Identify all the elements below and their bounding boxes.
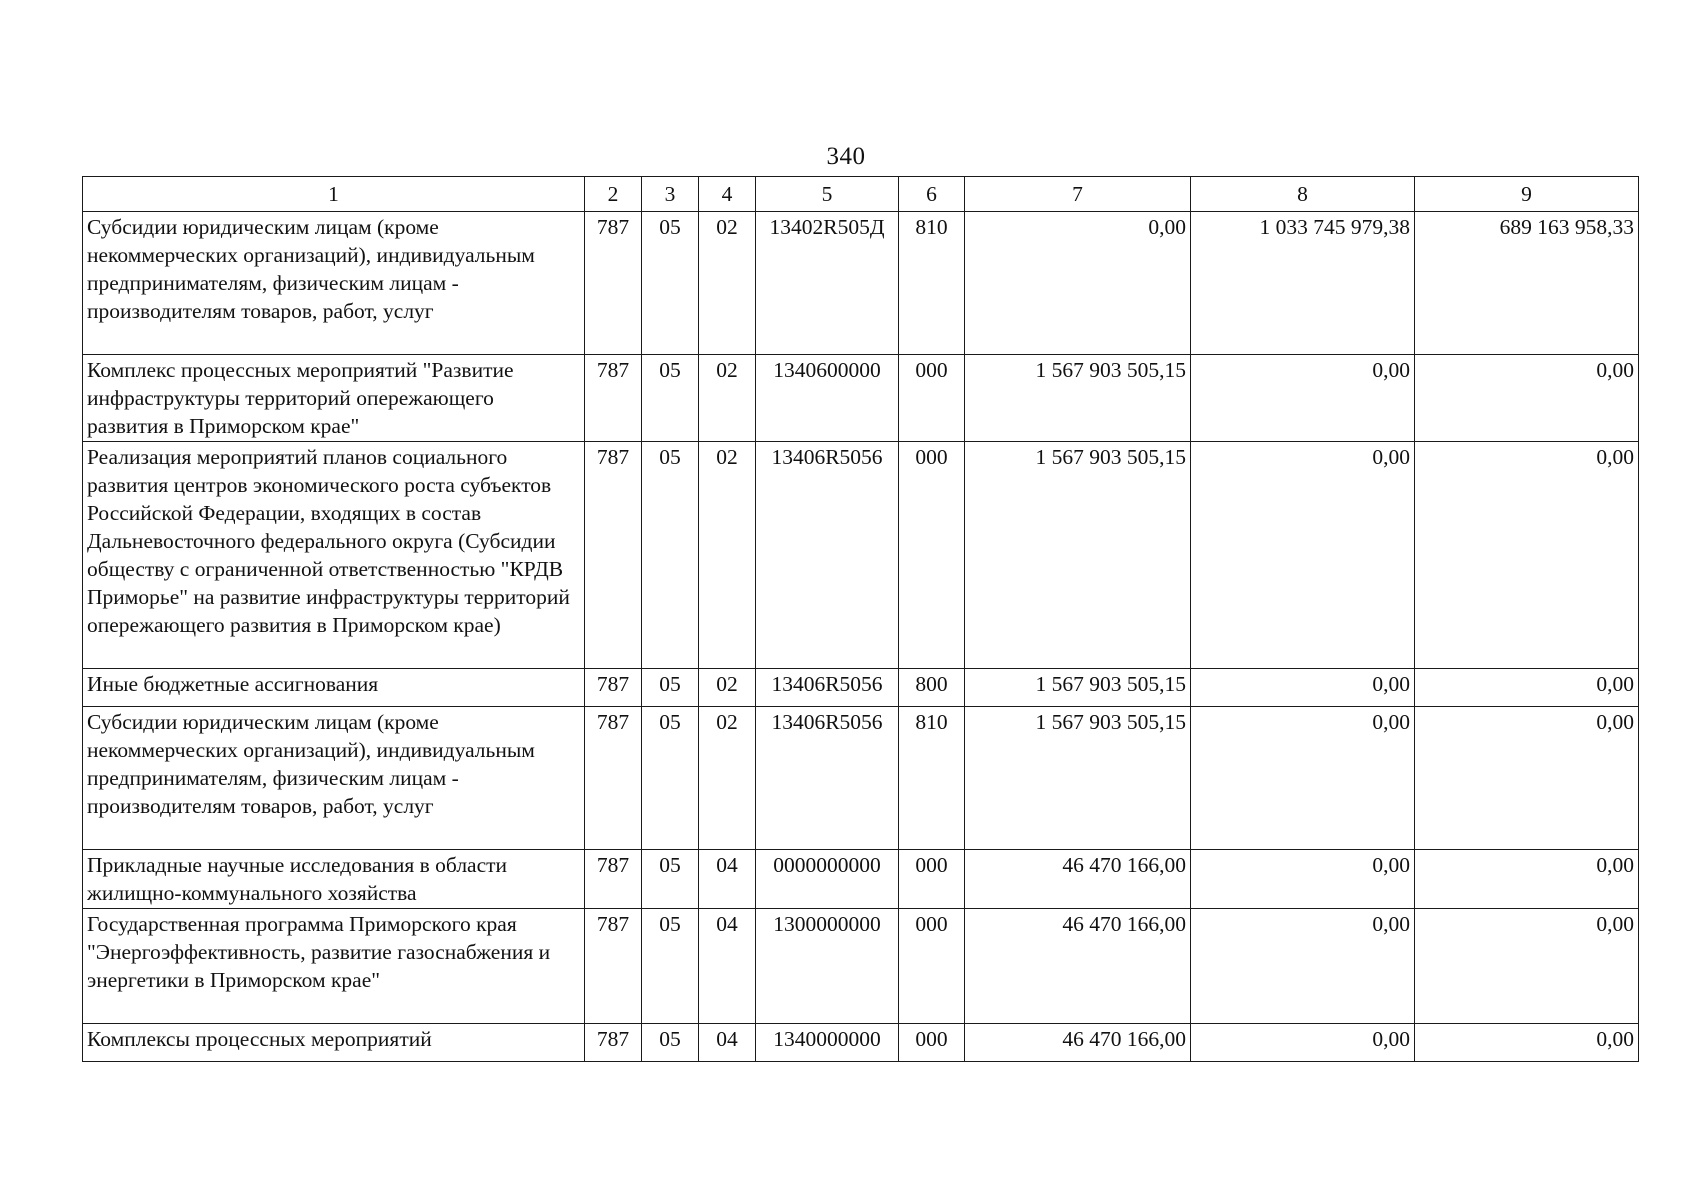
row-name: Государственная программа Приморского края "Энергоэффективность, развитие газоснабжения и энергетики в Приморском крае": [83, 909, 585, 1024]
target-article-code: 13406R5056: [756, 669, 899, 707]
ministry-code: 787: [585, 707, 642, 850]
expense-type-code: 000: [899, 442, 965, 669]
section-code: 05: [642, 355, 699, 442]
ministry-code: 787: [585, 909, 642, 1024]
section-code: 05: [642, 1024, 699, 1062]
subsection-code: 02: [699, 442, 756, 669]
ministry-code: 787: [585, 850, 642, 909]
subsection-code: 02: [699, 212, 756, 355]
section-code: 05: [642, 669, 699, 707]
target-article-code: 1300000000: [756, 909, 899, 1024]
subsection-code: 04: [699, 1024, 756, 1062]
amount-col7: 46 470 166,00: [965, 1024, 1191, 1062]
row-name: Субсидии юридическим лицам (кроме некоммерческих организаций), индивидуальным предпринимателям, физическим лицам - производителям товаров, работ, услуг: [83, 707, 585, 850]
amount-col9: 0,00: [1415, 442, 1639, 669]
amount-col8: 0,00: [1191, 1024, 1415, 1062]
subsection-code: 02: [699, 355, 756, 442]
target-article-code: 1340600000: [756, 355, 899, 442]
amount-col7: 1 567 903 505,15: [965, 442, 1191, 669]
amount-col9: 0,00: [1415, 707, 1639, 850]
ministry-code: 787: [585, 442, 642, 669]
row-name: Комплексы процессных мероприятий: [83, 1024, 585, 1062]
expense-type-code: 000: [899, 355, 965, 442]
target-article-code: 0000000000: [756, 850, 899, 909]
amount-col9: 0,00: [1415, 355, 1639, 442]
amount-col8: 0,00: [1191, 850, 1415, 909]
table-row: [83, 442, 1639, 669]
amount-col7: 46 470 166,00: [965, 909, 1191, 1024]
row-name: Прикладные научные исследования в области жилищно-коммунального хозяйства: [83, 850, 585, 909]
expense-type-code: 810: [899, 212, 965, 355]
budget-table: [82, 176, 1639, 1062]
ministry-code: 787: [585, 1024, 642, 1062]
ministry-code: 787: [585, 355, 642, 442]
ministry-code: 787: [585, 212, 642, 355]
subsection-code: 02: [699, 707, 756, 850]
column-header-6: 6: [899, 177, 965, 212]
subsection-code: 04: [699, 850, 756, 909]
amount-col8: 0,00: [1191, 355, 1415, 442]
amount-col7: 1 567 903 505,15: [965, 669, 1191, 707]
column-header-2: 2: [585, 177, 642, 212]
amount-col9: 0,00: [1415, 669, 1639, 707]
expense-type-code: 000: [899, 850, 965, 909]
column-header-7: 7: [965, 177, 1191, 212]
target-article-code: 13406R5056: [756, 707, 899, 850]
amount-col7: 1 567 903 505,15: [965, 355, 1191, 442]
amount-col8: 0,00: [1191, 707, 1415, 850]
amount-col9: 0,00: [1415, 1024, 1639, 1062]
amount-col8: 0,00: [1191, 669, 1415, 707]
expense-type-code: 000: [899, 909, 965, 1024]
section-code: 05: [642, 442, 699, 669]
amount-col7: 1 567 903 505,15: [965, 707, 1191, 850]
column-header-5: 5: [756, 177, 899, 212]
target-article-code: 1340000000: [756, 1024, 899, 1062]
subsection-code: 04: [699, 909, 756, 1024]
table-row: [83, 850, 1639, 909]
table-row: [83, 909, 1639, 1024]
section-code: 05: [642, 212, 699, 355]
column-header-1: 1: [83, 177, 585, 212]
table-row: [83, 1024, 1639, 1062]
section-code: 05: [642, 850, 699, 909]
column-header-4: 4: [699, 177, 756, 212]
expense-type-code: 000: [899, 1024, 965, 1062]
table-row: [83, 355, 1639, 442]
expense-type-code: 800: [899, 669, 965, 707]
section-code: 05: [642, 707, 699, 850]
row-name: Иные бюджетные ассигнования: [83, 669, 585, 707]
amount-col8: 0,00: [1191, 442, 1415, 669]
expense-type-code: 810: [899, 707, 965, 850]
amount-col9: 689 163 958,33: [1415, 212, 1639, 355]
table-row: [83, 212, 1639, 355]
table-row: [83, 707, 1639, 850]
table-header-row: [83, 177, 1639, 212]
row-name: Комплекс процессных мероприятий "Развитие инфраструктуры территорий опережающего развития в Приморском крае": [83, 355, 585, 442]
section-code: 05: [642, 909, 699, 1024]
amount-col9: 0,00: [1415, 850, 1639, 909]
row-name: Реализация мероприятий планов социального развития центров экономического роста субъектов Российской Федерации, входящих в состав Дальневосточного федерального округа (Субсидии обществу с ограниченной ответственностью "КРДВ Приморье" на развитие инфраструктуры территорий опережающего развития в Приморском крае): [83, 442, 585, 669]
target-article-code: 13406R5056: [756, 442, 899, 669]
table-row: [83, 669, 1639, 707]
target-article-code: 13402R505Д: [756, 212, 899, 355]
amount-col8: 1 033 745 979,38: [1191, 212, 1415, 355]
column-header-9: 9: [1415, 177, 1639, 212]
column-header-8: 8: [1191, 177, 1415, 212]
column-header-3: 3: [642, 177, 699, 212]
page-number: 340: [826, 143, 866, 170]
ministry-code: 787: [585, 669, 642, 707]
amount-col7: 0,00: [965, 212, 1191, 355]
amount-col9: 0,00: [1415, 909, 1639, 1024]
row-name: Субсидии юридическим лицам (кроме некоммерческих организаций), индивидуальным предпринимателям, физическим лицам - производителям товаров, работ, услуг: [83, 212, 585, 355]
subsection-code: 02: [699, 669, 756, 707]
amount-col8: 0,00: [1191, 909, 1415, 1024]
amount-col7: 46 470 166,00: [965, 850, 1191, 909]
